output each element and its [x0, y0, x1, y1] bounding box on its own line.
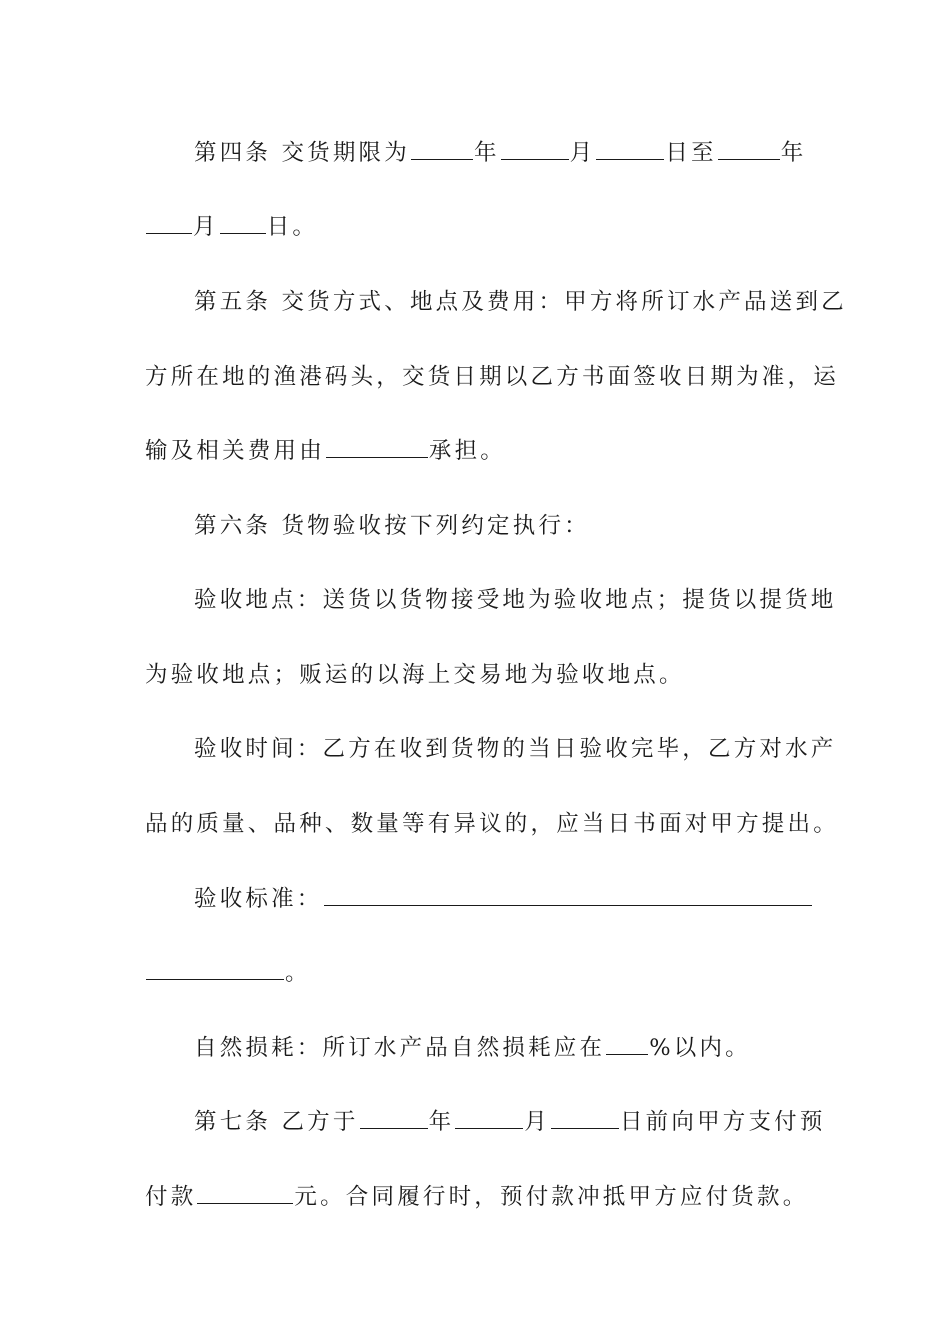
clause-5-text-2: 方所在地的渔港码头，交货日期以乙方书面签收日期为准，运: [145, 364, 839, 390]
label-month: 月: [524, 1109, 550, 1135]
label-month: 月: [569, 140, 596, 166]
clause-5-line-3: [145, 436, 506, 466]
blank-inspection-standard-1: [324, 885, 812, 906]
clause-6-heading: [194, 511, 590, 541]
clause-7-text-4: 元。合同履行时，预付款冲抵甲方应付货款。: [294, 1184, 809, 1210]
blank-start-day: [596, 139, 664, 160]
blank-prepay-month: [455, 1108, 523, 1129]
inspection-standard-end: 。: [285, 960, 311, 986]
clause-4-text: 第四条 交货期限为: [194, 140, 410, 166]
clause-7-text-3: 付款: [145, 1184, 197, 1210]
inspection-standard-label: 验收标准：: [194, 886, 323, 912]
blank-end-day: [220, 213, 266, 234]
clause-5-line-2: [145, 362, 839, 392]
blank-cost-bearer: [326, 437, 428, 458]
label-day-end: 日。: [266, 214, 319, 240]
label-year: 年: [428, 1109, 455, 1135]
clause-4-line-2: [145, 212, 318, 242]
label-year: 年: [473, 140, 500, 166]
clause-7-line-1: [194, 1107, 826, 1137]
inspection-location-text-2: 为验收地点；贩运的以海上交易地为验收地点。: [145, 662, 685, 688]
clause-4-line-1: [194, 138, 806, 168]
blank-start-year: [411, 139, 473, 160]
blank-end-year: [718, 139, 780, 160]
clause-5-line-1: [194, 287, 847, 317]
label-month: 月: [193, 214, 219, 240]
blank-inspection-standard-2: [146, 959, 284, 980]
inspection-standard-line-1: [194, 884, 813, 914]
clause-6-text: 第六条 货物验收按下列约定执行：: [194, 513, 590, 539]
natural-loss-text-2: %以内。: [649, 1035, 751, 1061]
blank-prepay-day: [551, 1108, 619, 1129]
inspection-location-text-1: 验收地点：送货以货物接受地为验收地点；提货以提货地: [194, 587, 837, 613]
clause-7-text-2: 日前向甲方支付预: [619, 1109, 826, 1135]
blank-start-month: [501, 139, 569, 160]
blank-end-month: [146, 213, 192, 234]
blank-loss-percent: [606, 1034, 648, 1055]
inspection-standard-line-2: [145, 958, 311, 988]
inspection-time-text-2: 品的质量、品种、数量等有异议的，应当日书面对甲方提出。: [145, 811, 839, 837]
natural-loss-text-1: 自然损耗：所订水产品自然损耗应在: [194, 1035, 606, 1061]
inspection-location-line-2: [145, 660, 685, 690]
inspection-time-text-1: 验收时间：乙方在收到货物的当日验收完毕，乙方对水产: [194, 736, 837, 762]
inspection-time-line-1: [194, 734, 837, 764]
inspection-time-line-2: [145, 809, 839, 839]
blank-prepay-year: [360, 1108, 428, 1129]
clause-5-text-4: 承担。: [428, 438, 507, 464]
label-day-to: 日至: [665, 140, 717, 166]
clause-7-text-1: 第七条 乙方于: [194, 1109, 359, 1135]
clause-7-line-2: [145, 1182, 808, 1212]
clause-5-text-1: 第五条 交货方式、地点及费用：甲方将所订水产品送到乙: [194, 289, 847, 315]
blank-prepay-amount: [197, 1183, 293, 1204]
label-year: 年: [780, 140, 807, 166]
inspection-location-line-1: [194, 585, 837, 615]
clause-5-text-3: 输及相关费用由: [145, 438, 325, 464]
natural-loss-line: [194, 1033, 751, 1063]
